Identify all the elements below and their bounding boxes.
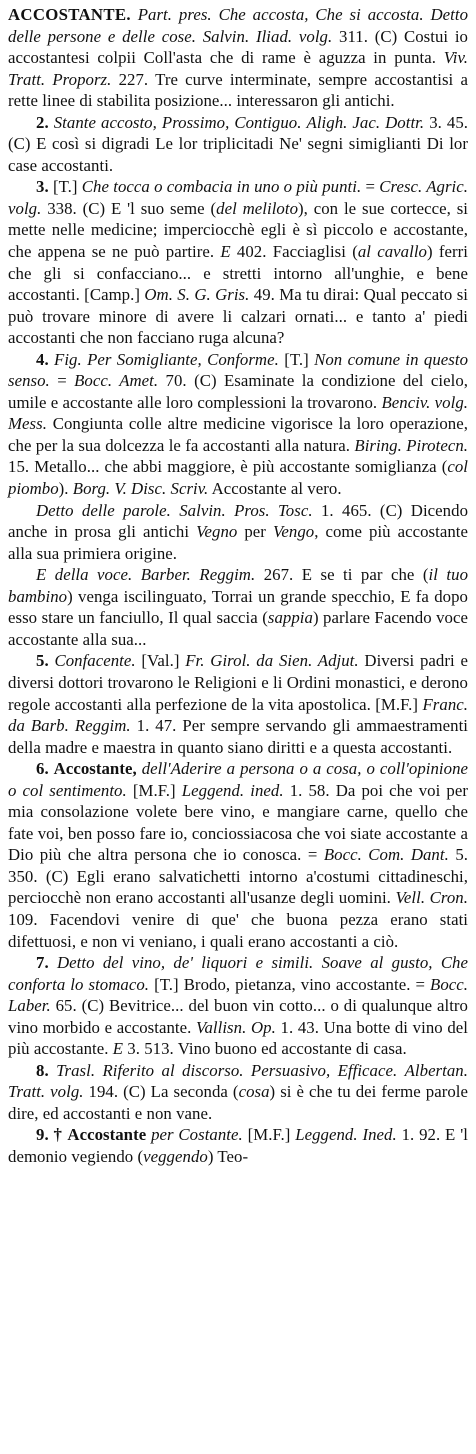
citation-text: 3. 513. Vino buono ed accostante di casa.: [127, 1039, 407, 1059]
sense-definition: Fig. Per Somigliante, Conforme.: [54, 349, 279, 369]
source-citation: Salvin. Pros. Tosc.: [179, 500, 313, 520]
headword: ACCOSTANTE.: [8, 5, 131, 24]
sense-definition: per Costante.: [151, 1125, 243, 1145]
separator: =: [57, 371, 67, 391]
sense-definition: dell'Aderire a persona o a cosa, o coll'opinione o col sentimento.: [8, 759, 469, 800]
separator: =: [365, 177, 375, 197]
citation-text: ) Teo-: [207, 1146, 249, 1166]
gloss: del meliloto: [216, 198, 299, 218]
sense-6: [8, 758, 468, 952]
citation-text: 402. Facciaglisi (: [236, 242, 358, 262]
editor-mark: [T.]: [284, 349, 309, 369]
sense-5: [8, 650, 468, 758]
sense-8: [8, 1060, 468, 1125]
source-citation: Fr. Girol. da Sien. Adjut.: [185, 651, 359, 671]
gloss: il tuo bambino: [8, 565, 469, 606]
entry-definition: Che accosta, Che si accosta. Detto delle persone e delle cose.: [8, 5, 469, 46]
citation-text: 1. 43. Una botte di vino del più accostante.: [8, 1017, 469, 1059]
sense-number: 2.: [36, 112, 49, 132]
source-citation: Cresc. Agric. volg.: [8, 177, 469, 218]
citation-text: 1. 58. Da poi che voi per mia consolazione volete bere vino, e mangiare carne, quello che fate voi, ben posso fare io, conciossiacosa che voi siate accostante a Dio più che altra persona che io conosca. =: [8, 780, 468, 865]
citation-text: 109. Facendovi venire di que' che buona pezza erano stati difettuosi, e non vi veniano, i quali erano accostanti a ciò.: [8, 909, 468, 951]
source-citation: Albertan. Tratt. volg.: [8, 1060, 468, 1102]
sense-headword: Accostante: [67, 1125, 147, 1145]
citation-text: 194. (C) La seconda (: [88, 1082, 239, 1102]
sense-number: 6.: [36, 759, 49, 779]
sense-number: 5.: [36, 651, 49, 671]
sense-4-voice: [8, 564, 468, 650]
sense-4-words: [8, 500, 468, 565]
source-citation: Bocc. Amet.: [74, 371, 159, 391]
sense-number: 4.: [36, 349, 49, 369]
sense-number: 9. †: [36, 1125, 63, 1145]
citation-text: 311. (C) Costui io accostantesi colpii Coll'asta che di rame è aguzza in punta.: [8, 26, 468, 68]
citation-text: 49. Ma tu dirai: Qual peccato si può trovare minore di avere li calzari ornati... e tanto a' piedi accostanti che non facciano ruga alcuna?: [8, 285, 469, 348]
source-citation: E: [220, 242, 231, 262]
citation-text: Congiunta colle altre medicine vigorisce la loro operazione, che per la sua dolcezza le fa accostanti alla natura.: [8, 414, 468, 455]
gloss: al cavallo: [357, 242, 427, 262]
sense-headword: Accostante,: [53, 759, 137, 779]
citation-text: 3. 45. (C) E così si digradi Le lor triplicitadi Ne' segni simiglianti Di lor case accostanti.: [8, 112, 469, 175]
source-citation: Leggend. Ined.: [295, 1125, 397, 1145]
entry-head-paragraph: [8, 4, 468, 112]
usage-note: Non comune in questo senso.: [8, 349, 469, 391]
citation-text: 65. (C) Bevitrice... del buon vin cotto... o di qualunque altro vino morbido e accostante.: [8, 996, 468, 1037]
editor-mark: [T.]: [154, 974, 179, 994]
citation-text: 5. 350. (C) Egli erano salvatichetti intorno a'costumi cittadineschi, perciocchè non erano accostanti all'usanze degli uomini.: [8, 845, 468, 908]
gloss: col piombo: [8, 457, 468, 499]
citation-text: per: [244, 522, 266, 542]
gloss: cosa: [238, 1082, 270, 1102]
source-citation: Franc. da Barb. Reggim.: [8, 694, 469, 736]
sense-definition: Detto del vino, de' liquori e simili. Soave al gusto, Che conforta lo stomaco.: [8, 953, 469, 994]
sense-3: [8, 176, 468, 348]
citation-text: ) parlare Facendo voce accostante alla sua...: [8, 608, 468, 649]
grammar-note: Part. pres.: [137, 5, 212, 24]
source-citation: Borg. V. Disc. Scriv.: [72, 479, 209, 499]
editor-mark: [Val.]: [141, 651, 180, 671]
editor-mark: [M.F.]: [132, 780, 176, 800]
source-citation: Biring. Pirotecn.: [354, 435, 469, 455]
citation-text: ) si è che tu dei ferme parole dire, ed accostanti e non vane.: [8, 1082, 468, 1123]
citation-text: ) venga iscilinguato, Torrai un grande specchio, E fa dopo esso stare un fanciullo, Il qual saccia (: [8, 586, 468, 628]
citation-text: 70. (C) Esaminate la condizione del cielo, umile e accostante alle loro complessioni la trovarono.: [8, 371, 469, 412]
editor-mark: [T.]: [52, 177, 78, 197]
sense-4: [8, 349, 468, 500]
citation-text: ), con le sue cortecce, si mette nelle medicine; imperciocchè egli è sì piccolo e accostante, che appena se ne può partire.: [8, 198, 469, 262]
citation-text: Brodo, pietanza, vino accostante. =: [183, 974, 425, 994]
citation-text: 15. Metallo... che abbi maggiore, è più accostante somiglianza (: [8, 457, 448, 477]
source-citation: Benciv. volg. Mess.: [8, 392, 469, 434]
source-citation: Barber. Reggim.: [140, 565, 256, 585]
gloss: Vengo: [272, 522, 315, 542]
sense-definition: Che tocca o combacia in uno o più punti.: [81, 177, 362, 197]
citation-text: 267. E se ti par che (: [263, 565, 429, 585]
editor-mark: [M.F.]: [247, 1125, 291, 1145]
source-citation: Salvin. Iliad. volg.: [202, 26, 333, 46]
citation-text: 1. 47. Per sempre servando gli ammaestramenti della madre e maestra in quanto siano diritti e a questa accostanti.: [8, 716, 469, 757]
source-citation: Leggend. ined.: [181, 780, 284, 800]
source-citation: Vell. Cron.: [395, 888, 468, 908]
citation-text: ).: [58, 479, 69, 499]
citation-text: Diversi padri e diversi dottori trovarono le Religioni e li Ordini monastici, e derono regole accostanti alla perfezione de la vita apostolica. [M.F.]: [8, 651, 468, 714]
source-citation: E: [112, 1039, 124, 1059]
source-citation: Om. S. G. Gris.: [144, 285, 250, 305]
source-citation: Bocc. Laber.: [8, 974, 469, 1016]
sense-number: 7.: [36, 953, 49, 973]
sense-number: 8.: [36, 1060, 49, 1080]
citation-text: ) ferri che gli si confacciano... e stretti intorno all'unghie, e bene accostanti. [Camp.]: [8, 242, 468, 305]
gloss: sappia: [267, 608, 313, 628]
sense-definition: Stante accosto, Prossimo, Contiguo.: [53, 112, 302, 132]
sense-definition: Trasl. Riferito al discorso. Persuasivo, Efficace.: [56, 1060, 398, 1080]
source-citation: Vallisn. Op.: [196, 1017, 276, 1037]
subsense-lead: E della voce.: [36, 565, 133, 585]
citation-text: 227. Tre curve interminate, sempre accostantisi a rette linee di stabilita posizione... interessaron gli antichi.: [8, 69, 468, 111]
sense-9: [8, 1124, 468, 1167]
gloss: Vegno: [196, 522, 238, 542]
sense-definition: Confacente.: [54, 651, 136, 671]
source-citation: Aligh. Jac. Dottr.: [306, 112, 425, 132]
citation-text: , come più accostante alla sua primiera origine.: [8, 522, 468, 563]
sense-2: [8, 112, 468, 177]
citation-text: Accostante al vero.: [211, 479, 342, 499]
sense-number: 3.: [36, 177, 49, 197]
citation-text: 338. (C) E 'l suo seme (: [47, 198, 217, 218]
source-citation: Viv. Tratt. Proporz.: [8, 48, 468, 89]
citation-text: 1. 465. (C) Dicendo anche in prosa gli antichi: [8, 500, 469, 542]
source-citation: Bocc. Com. Dant.: [323, 845, 449, 865]
sense-7: [8, 952, 468, 1060]
citation-text: 1. 92. E 'l demonio vegiendo (: [8, 1125, 468, 1166]
subsense-lead: Detto delle parole.: [36, 500, 171, 520]
gloss: veggendo: [143, 1146, 208, 1166]
